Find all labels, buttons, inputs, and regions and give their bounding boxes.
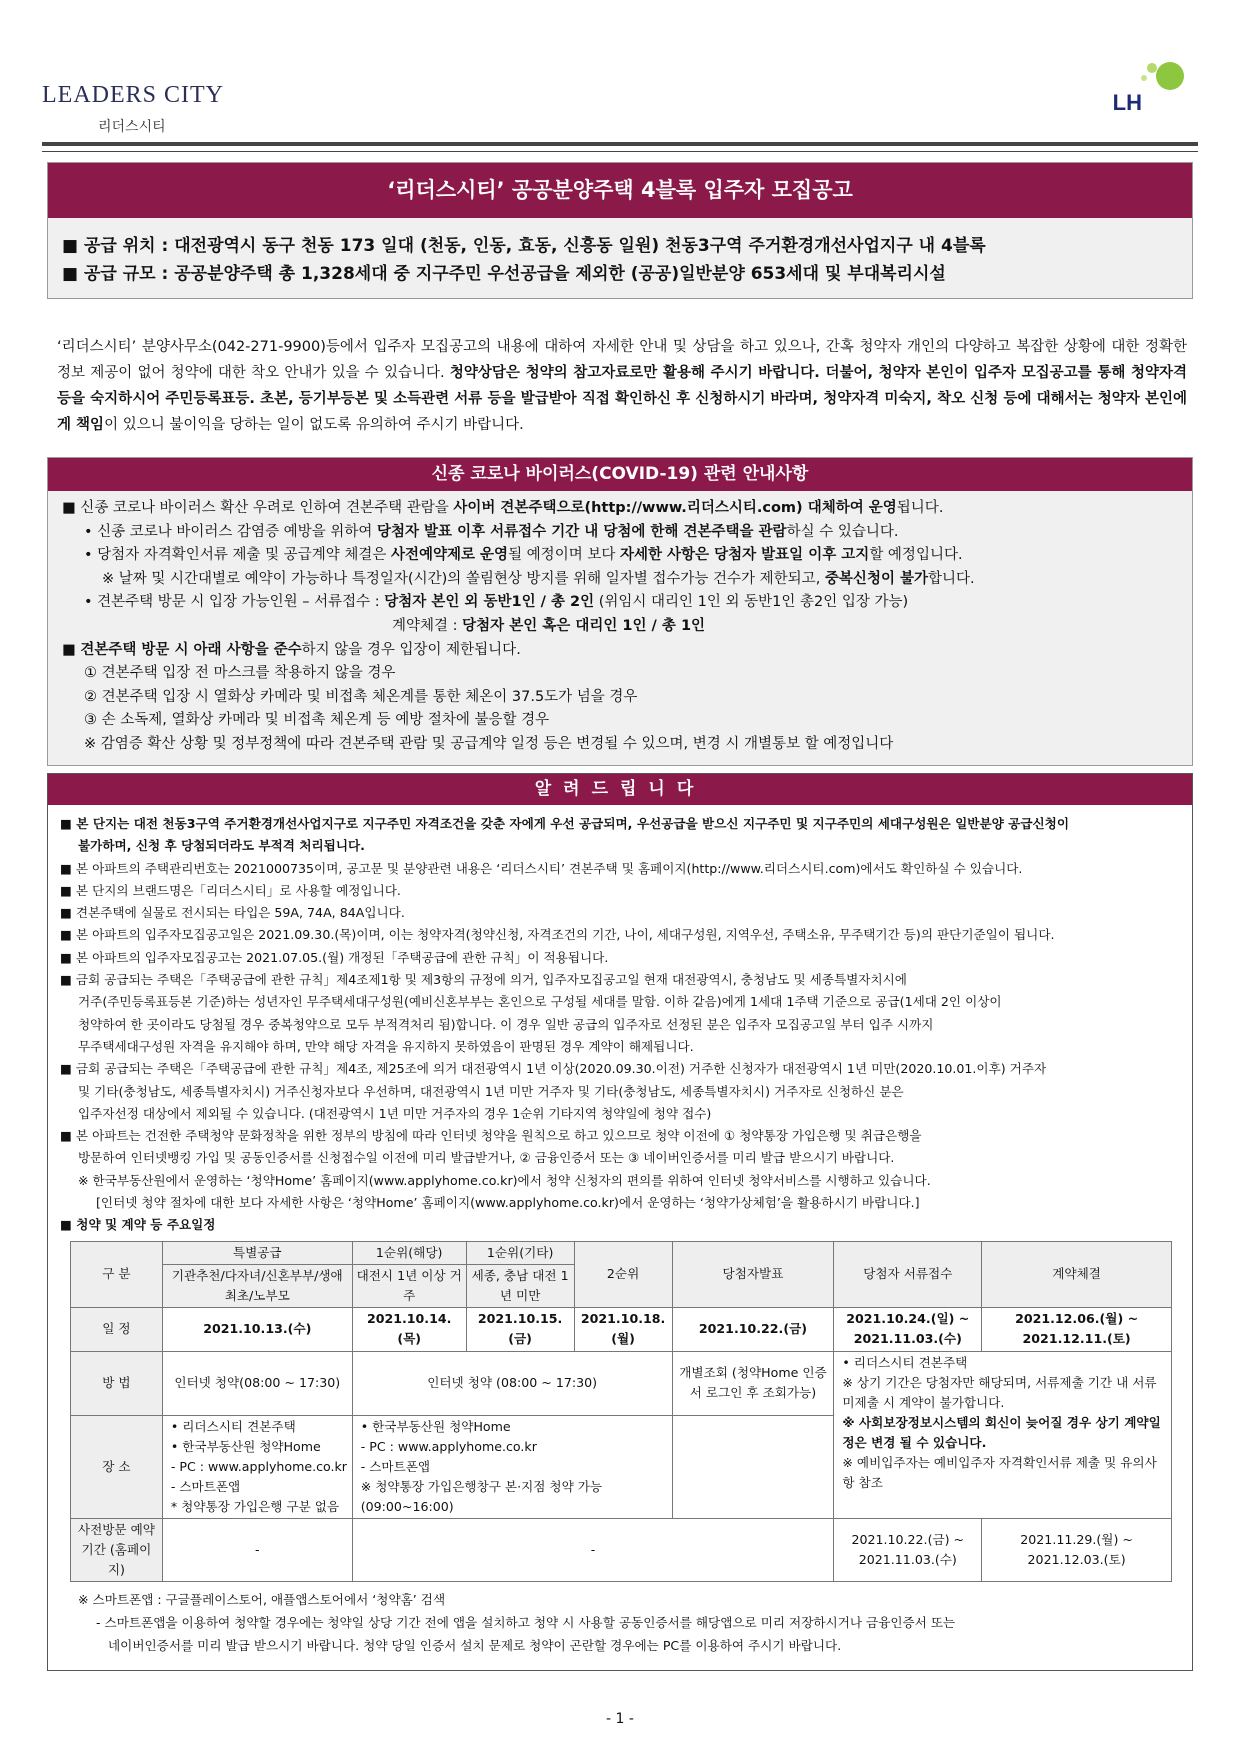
docs-notes [834, 1351, 1172, 1518]
page-title: ‘리더스시티’ 공공분양주택 4블록 입주자 모집공고 [48, 163, 1192, 218]
table-cell: 2021.10.18.(월) [574, 1307, 672, 1351]
footnote: - 스마트폰앱을 이용하여 청약할 경우에는 청약일 상당 기간 전에 앱을 설치하고 청약 시 사용할 공동인증서를 해당앱으로 미리 저장하시거나 금융인증서 또는 [96, 1614, 956, 1630]
table-header: 특별공급 [162, 1241, 352, 1264]
table-header: 당첨자발표 [672, 1241, 834, 1307]
docs-note: ※ 사회보장정보시스템의 회신이 늦어질 경우 상기 계약일정은 변경 될 수 있습니다. [842, 1414, 1161, 1450]
docs-note: ※ 상기 기간은 당첨자만 해당되며, 서류제출 기간 내 서류 미제출 시 계약이 불가합니다. [842, 1374, 1157, 1410]
table-header: 구 분 [71, 1241, 163, 1307]
table-cell: 개별조회 (청약Home 인증서 로그인 후 조회가능) [672, 1351, 834, 1415]
intro-text-3: 이 있으니 불이익을 당하는 일이 없도록 유의하여 주시기 바랍니다. [104, 417, 524, 433]
notice-item: 방문하여 인터넷뱅킹 가입 및 공동인증서를 신청접수일 이전에 미리 발급받거나, ② 금융인증서 또는 ③ 네이버인증서를 미리 발급 받으시기 바랍니다. [78, 1150, 895, 1166]
table-header: 세종, 충남 대전 1년 미만 [466, 1264, 574, 1307]
table-cell: 2021.10.15.(금) [466, 1307, 574, 1351]
table-cell: 2021.11.29.(월) ~ 2021.12.03.(토) [982, 1518, 1172, 1581]
covid-line: • 신종 코로나 바이러스 감염증 예방을 위하여 당첨자 발표 이후 서류접수 기간 내 당첨에 한해 견본주택을 관람하실 수 있습니다. [84, 523, 899, 540]
brand-subtitle: 리더스시티 [98, 119, 166, 135]
notice-item: [인터넷 청약 절차에 대한 보다 자세한 사항은 ‘청약Home’ 홈페이지(www.applyhome.co.kr)에서 운영하는 ‘청약가상체험’을 활용하시기 바랍니다.] [96, 1195, 920, 1211]
docs-note: ※ 예비입주자는 예비입주자 자격확인서류 제출 및 유의사항 참조 [842, 1454, 1157, 1490]
covid-heading: 신종 코로나 바이러스(COVID-19) 관련 안내사항 [48, 458, 1192, 491]
notice-heading: 알려드립니다 [48, 774, 1192, 805]
table-header: 기관추천/다자녀/신혼부부/생애최초/노부모 [162, 1264, 352, 1307]
notice-item: ■ 본 아파트의 입주자모집공고는 2021.07.05.(월) 개정된「주택공급에 관한 규칙」이 적용됩니다. [60, 949, 609, 965]
notice-item: 및 기타(충청남도, 세종특별자치시) 거주신청자보다 우선하며, 대전광역시 1년 미만 거주자 및 기타(충청남도, 세종특별자치시) 거주자로 신청하신 분은 [78, 1083, 904, 1099]
notice-item: 청약하여 한 곳이라도 당첨될 경우 중복청약으로 모두 부적격처리 됨)합니다. 이 경우 일반 공급의 입주자로 선정된 분은 입주자 모집공고일 부터 입주 시까지 [78, 1016, 934, 1032]
schedule-heading: ■ 청약 및 계약 등 주요일정 [60, 1217, 216, 1233]
notice-item: 불가하며, 신청 후 당첨되더라도 부적격 처리됩니다. [78, 838, 365, 854]
notice-item: ■ 본 단지의 브랜드명은「리더스시티」로 사용할 예정입니다. [60, 882, 401, 898]
table-header: 1순위(해당) [352, 1241, 466, 1264]
notice-item: ■ 본 아파트의 입주자모집공고일은 2021.09.30.(목)이며, 이는 청약자격(청약신청, 자격조건의 기간, 나이, 세대구성원, 지역우선, 주택소유, 무주택기간 등)의 판단기준일이 됩니다. [60, 927, 1055, 943]
table-header: 계약체결 [982, 1241, 1172, 1307]
table-cell: 2021.10.22.(금) [672, 1307, 834, 1351]
table-header: 당첨자 서류접수 [834, 1241, 982, 1307]
table-cell: 2021.10.13.(수) [162, 1307, 352, 1351]
table-cell: - [352, 1518, 834, 1581]
row-label: 일 정 [71, 1307, 163, 1351]
notice-item: ■ 견본주택에 실물로 전시되는 타입은 59A, 74A, 84A입니다. [60, 905, 405, 921]
intro-text-1: ‘리더스시티’ 분양사무소(042-271-9900)등에서 입주자 모집공고의 내용에 대하여 자세한 안내 및 상담을 하고 있으나, 간혹 청약자 개인의 다양하고 복잡한 상황에 대한 정확한 정보 제공이 없어 청약에 대한 착오 안내가 있을 수 있습니다. [57, 339, 1187, 381]
notice-item: ■ 본 아파트의 주택관리번호는 2021000735이며, 공고문 및 분양관련 내용은 ‘리더스시티’ 견본주택 및 홈페이지(http://www.리더스시티.com)에서도 확인하실 수 있습니다. [60, 860, 1023, 876]
covid-notice-box [47, 457, 1193, 766]
table-cell: 2021.10.24.(일) ~ 2021.11.03.(수) [834, 1307, 982, 1351]
table-header: 2순위 [574, 1241, 672, 1307]
brand-logo: LEADERS CITY [42, 82, 224, 108]
covid-line: ■ 신종 코로나 바이러스 확산 우려로 인하여 견본주택 관람을 사이버 견본주택으로(http://www.리더스시티.com) 대체하여 운영됩니다. [62, 500, 944, 516]
table-cell: 인터넷 청약(08:00 ~ 17:30) [162, 1351, 352, 1415]
covid-line: ※ 날짜 및 시간대별로 예약이 가능하나 특정일자(시간)의 쏠림현상 방지를 위해 일자별 접수가능 건수가 제한되고, 중복신청이 불가합니다. [102, 570, 975, 587]
notice-item: ■ 본 아파트는 건전한 주택청약 문화정착을 위한 정부의 방침에 따라 인터넷 청약을 원칙으로 하고 있으므로 청약 이전에 ① 청약통장 가입은행 및 취급은행을 [60, 1128, 922, 1144]
page-number: - 1 - [606, 1711, 634, 1727]
covid-line: • 당첨자 자격확인서류 제출 및 공급계약 체결은 사전예약제로 운영될 예정이며 보다 자세한 사항은 당첨자 발표일 이후 고지할 예정입니다. [84, 547, 963, 564]
header-rule [42, 142, 1198, 152]
lh-logo-text: LH [1112, 90, 1142, 115]
supply-location: ■ 공급 위치 : 대전광역시 동구 천동 173 일대 (천동, 인동, 효동, 신흥동 일원) 천동3구역 주거환경개선사업지구 내 4블록 [62, 236, 986, 256]
table-cell: - [162, 1518, 352, 1581]
notice-item: 거주(주민등록표등본 기준)하는 성년자인 무주택세대구성원(예비신혼부부는 혼인으로 구성될 세대를 말함. 이하 같음)에게 1세대 1주택 기준으로 공급(1세대 2인 이상이 [78, 994, 1002, 1010]
supply-scale: ■ 공급 규모 : 공공분양주택 총 1,328세대 중 지구주민 우선공급을 제외한 (공공)일반분양 653세대 및 부대복리시설 [62, 264, 946, 284]
covid-line: ■ 견본주택 방문 시 아래 사항을 준수하지 않을 경우 입장이 제한됩니다. [62, 641, 521, 658]
schedule-table [70, 1241, 1172, 1582]
covid-line: ※ 감염증 확산 상황 및 정부정책에 따라 견본주택 관람 및 공급계약 일정 등은 변경될 수 있으며, 변경 시 개별통보 할 예정입니다 [84, 735, 894, 752]
table-cell: 2021.10.14.(목) [352, 1307, 466, 1351]
table-cell: 2021.10.22.(금) ~ 2021.11.03.(수) [834, 1518, 982, 1581]
table-cell: 인터넷 청약 (08:00 ~ 17:30) [352, 1351, 672, 1415]
row-label: 방 법 [71, 1351, 163, 1415]
table-header: 1순위(기타) [466, 1241, 574, 1264]
notice-item: 입주자선정 대상에서 제외될 수 있습니다. (대전광역시 1년 미만 거주자의 경우 1순위 기타지역 청약일에 청약 접수) [78, 1105, 712, 1121]
notice-item: ■ 본 단지는 대전 천동3구역 주거환경개선사업지구로 지구주민 자격조건을 갖춘 자에게 우선 공급되며, 우선공급을 받으신 지구주민 및 지구주민의 세대구성원은 일반분양 공급신청이 [60, 816, 1070, 831]
docs-note: • 리더스시티 견본주택 [842, 1354, 968, 1370]
notice-item: ■ 금회 공급되는 주택은「주택공급에 관한 규칙」제4조, 제25조에 의거 대전광역시 1년 이상(2020.09.30.이전) 거주한 신청자가 대전광역시 1년 미만(2020.10.01.이후) 거주자 [60, 1061, 1047, 1077]
covid-line: 계약체결 : 당첨자 본인 혹은 대리인 1인 / 총 1인 [392, 617, 706, 634]
row-label: 장 소 [71, 1415, 163, 1518]
notice-box [47, 773, 1193, 1671]
table-cell: • 리더스시티 견본주택 • 한국부동산원 청약Home - PC : www.applyhome.co.kr - 스마트폰앱 * 청약통장 가입은행 구분 없음 [162, 1415, 352, 1518]
table-cell [672, 1415, 834, 1518]
covid-line: ② 견본주택 입장 시 열화상 카메라 및 비접촉 체온계를 통한 체온이 37.5도가 넘을 경우 [84, 688, 638, 705]
notice-item: ■ 금회 공급되는 주택은「주택공급에 관한 규칙」제4조제1항 및 제3항의 규정에 의거, 입주자모집공고일 현재 대전광역시, 충청남도 및 세종특별자치시에 [60, 972, 907, 988]
row-label: 사전방문 예약기간 (홈페이지) [71, 1518, 163, 1581]
notice-item: 무주택세대구성원 자격을 유지해야 하며, 만약 해당 자격을 유지하지 못하였음이 판명된 경우 계약이 해제됩니다. [78, 1038, 694, 1054]
table-cell: 2021.12.06.(월) ~ 2021.12.11.(토) [982, 1307, 1172, 1351]
title-box [47, 162, 1193, 299]
table-cell: • 한국부동산원 청약Home - PC : www.applyhome.co.kr - 스마트폰앱 ※ 청약통장 가입은행창구 본·지점 청약 가능 (09:00~16:00) [352, 1415, 672, 1518]
footnote: ※ 스마트폰앱 : 구글플레이스토어, 애플앱스토어에서 ‘청약홈’ 검색 [78, 1591, 446, 1607]
table-header: 대전시 1년 이상 거주 [352, 1264, 466, 1307]
page-header [42, 60, 1198, 150]
covid-line: • 견본주택 방문 시 입장 가능인원 – 서류접수 : 당첨자 본인 외 동반1인 / 총 2인 (위임시 대리인 1인 외 동반1인 총2인 입장 가능) [84, 594, 909, 611]
covid-line: ③ 손 소독제, 열화상 카메라 및 비접촉 체온계 등 예방 절차에 불응할 경우 [84, 712, 550, 729]
intro-paragraph [57, 334, 1187, 438]
footnote: 네이버인증서를 미리 발급 받으시기 바랍니다. 청약 당일 인증서 설치 문제로 청약이 곤란할 경우에는 PC를 이용하여 주시기 바랍니다. [108, 1637, 842, 1653]
covid-line: ① 견본주택 입장 전 마스크를 착용하지 않을 경우 [84, 665, 396, 682]
notice-item: ※ 한국부동산원에서 운영하는 ‘청약Home’ 홈페이지(www.applyhome.co.kr)에서 청약 신청자의 편의를 위하여 인터넷 청약서비스를 시행하고 있습니다. [78, 1172, 931, 1188]
intro-text-2: 청약상담은 청약의 참고자료로만 활용해 주시기 바랍니다. 더불어, 청약자 본인이 입주자 모집공고를 통해 청약자격 등을 숙지하시어 주민등록표등. 초본, 등기부등본 및 소득관련 서류 등을 발급받아 직접 확인하신 후 신청하시기 바라며, 청약자격 미숙지, 착오 신청 등에 대해서는 청약자 본인에게 책임 [57, 365, 1188, 433]
